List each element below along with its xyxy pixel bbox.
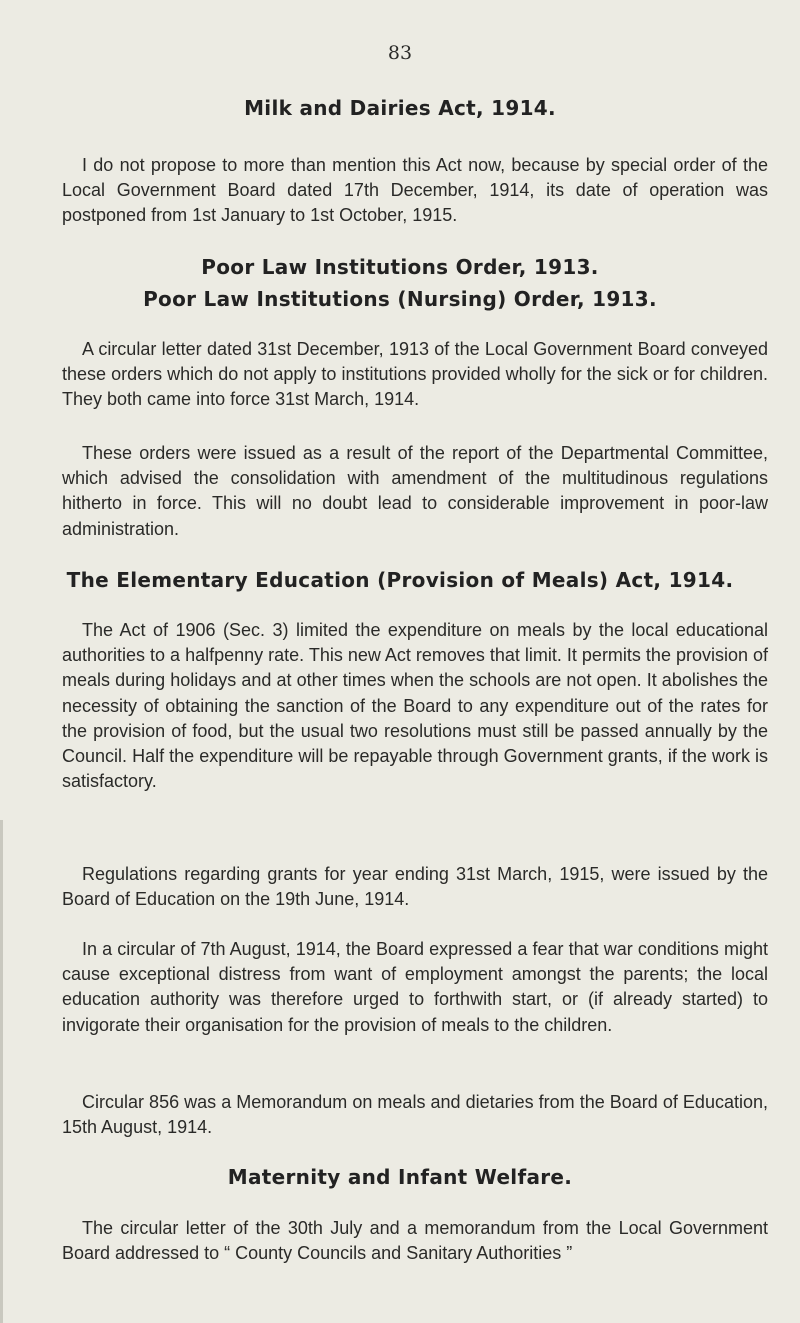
heading-poor-law-order: Poor Law Institutions Order, 1913. xyxy=(201,255,599,279)
paragraph-poor-law-committee: These orders were issued as a result of the report of the Departmental Committee, which advised the consolidation with amendment of the multitudinous regulations hitherto in force. This will no doubt lead to considerable improvement in poor-law administration. xyxy=(62,443,768,539)
page-number: 83 xyxy=(387,42,413,64)
paragraph-education-regulations: Regulations regarding grants for year ending 31st March, 1915, were issued by the Board of Education on the 19th June, 1914. xyxy=(62,864,768,910)
paragraph-poor-law-circular: A circular letter dated 31st December, 1913 of the Local Government Board conveyed these orders which do not apply to institutions provided wholly for the sick or for children. They both came into force 31st March, 1914. xyxy=(62,339,768,410)
heading-maternity-infant-welfare: Maternity and Infant Welfare. xyxy=(227,1165,573,1189)
heading-elementary-education-act: The Elementary Education (Provision of Meals) Act, 1914. xyxy=(66,568,734,592)
paragraph-education-circular-august: In a circular of 7th August, 1914, the Board expressed a fear that war conditions might cause exceptional distress from want of employment amongst the parents; the local education authority was therefore urged to forthwith start, or (if already started) to invigorate their organisation for the provision of meals to the children. xyxy=(62,939,768,1035)
paragraph-education-circular-856: Circular 856 was a Memorandum on meals and dietaries from the Board of Education, 15th August, 1914. xyxy=(62,1092,768,1138)
heading-poor-law-nursing-order: Poor Law Institutions (Nursing) Order, 1913. xyxy=(143,287,657,311)
paragraph-maternity-circular: The circular letter of the 30th July and a memorandum from the Local Government Board addressed to “ County Councils and Sanitary Authorities ” xyxy=(62,1218,768,1264)
page-edge-shadow xyxy=(0,820,3,1323)
paragraph-milk-dairies: I do not propose to more than mention this Act now, because by special order of the Local Government Board dated 17th December, 1914, its date of operation was postponed from 1st January to 1st October, 1915. xyxy=(62,155,768,226)
heading-milk-dairies-act: Milk and Dairies Act, 1914. xyxy=(244,96,556,120)
paragraph-education-act-1906: The Act of 1906 (Sec. 3) limited the expenditure on meals by the local educational authorities to a halfpenny rate. This new Act removes that limit. It permits the provision of meals during holidays and at other times when the schools are not open. It abolishes the necessity of obtaining the sanction of the Board to any expenditure out of the rates for the provision of food, but the usual two resolutions must still be passed annually by the Council. Half the expenditure will be repayable through Government grants, if the work is satisfactory. xyxy=(62,620,768,792)
